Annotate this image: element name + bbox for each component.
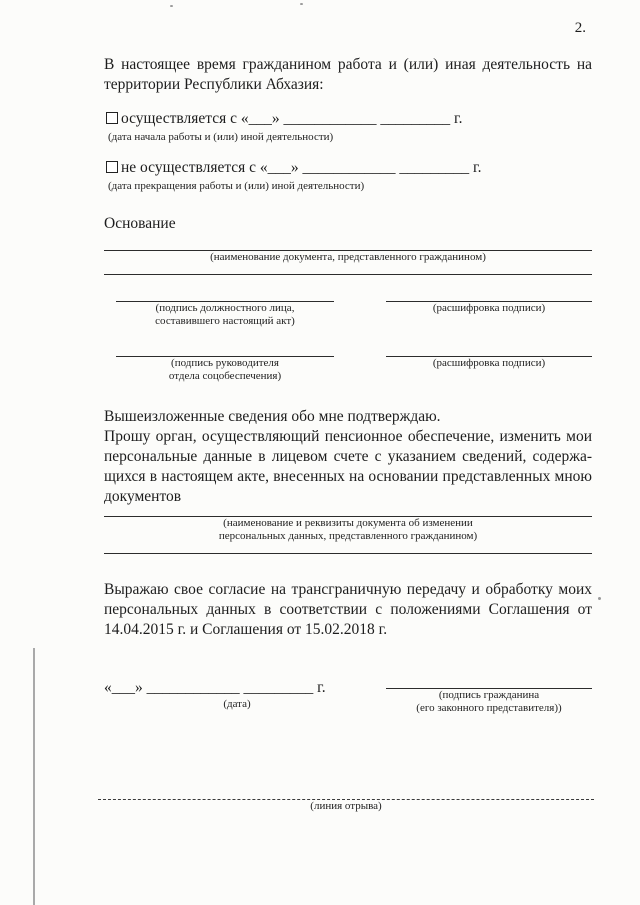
activity-stopped-label: не осуществляется с «___» ____________ _________ г. (121, 159, 482, 176)
official-signature-caption-1: (подпись должностного лица, (155, 302, 295, 314)
consent-line-2: персональных данных в соответствии с положениями Соглашения от (104, 601, 592, 618)
intro-line-1: В настоящее время гражданином работа и (или) иная деятельность на (104, 56, 592, 73)
signature-row-official (104, 301, 592, 328)
basis-heading: Основание (104, 215, 176, 232)
document-ref-caption-2: персональных данных, представленного гражданином) (218, 530, 478, 542)
citizen-signature-caption-2: (его законного представителя)) (416, 702, 562, 714)
date-blank[interactable]: «___» ____________ _________ г. (104, 679, 326, 696)
confirmation-line-4: щихся в настоящем акте, внесенных на основании представленных мною (104, 468, 592, 485)
head-signature-caption-1: (подпись руководителя (171, 357, 279, 369)
head-name-caption: (расшифровка подписи) (432, 357, 546, 369)
tear-off-caption: (линия отрыва) (310, 800, 382, 812)
intro-paragraph (104, 55, 592, 95)
activity-ongoing-label: осуществляется с «___» ____________ _________ г. (121, 110, 463, 127)
consent-paragraph (104, 580, 592, 640)
activity-option-ongoing (104, 109, 592, 144)
citizen-signature-caption-1: (подпись гражданина (438, 689, 540, 701)
consent-line-3: 14.04.2015 г. и Соглашения от 15.02.2018 г. (104, 621, 388, 638)
official-name-caption: (расшифровка подписи) (432, 302, 546, 314)
intro-line-2: территории Республики Абхазия: (104, 76, 324, 93)
date-and-signature-row (104, 678, 592, 715)
consent-line-1: Выражаю свое согласие на трансграничную передачу и обработку моих (104, 581, 592, 598)
scan-artifact-speck (170, 5, 173, 7)
confirmation-line-1: Вышеизложенные сведения обо мне подтверждаю. (104, 408, 441, 425)
checkbox-activity-ongoing[interactable] (106, 112, 118, 124)
confirmation-line-2: Прошу орган, осуществляющий пенсионное обеспечение, изменить мои (104, 428, 592, 445)
confirmation-paragraph (104, 407, 592, 507)
confirmation-line-5: документов (104, 488, 182, 505)
scan-artifact-speck (300, 3, 303, 5)
checkbox-activity-stopped[interactable] (106, 161, 118, 173)
scan-artifact-left-line (33, 648, 35, 905)
page-number: 2. (574, 20, 586, 36)
official-signature-caption-2: составившего настоящий акт) (155, 315, 295, 327)
activity-stopped-caption: (дата прекращения работы и (или) иной деятельности) (108, 180, 365, 192)
activity-option-stopped (104, 158, 592, 193)
basis-caption: (наименование документа, представленного гражданином) (210, 251, 486, 263)
basis-document-line-2[interactable] (104, 274, 592, 275)
document-ref-line-2[interactable] (104, 553, 592, 554)
document-ref-caption-1: (наименование и реквизиты документа об изменении (223, 517, 473, 529)
activity-ongoing-caption: (дата начала работы и (или) иной деятельности) (108, 131, 334, 143)
date-caption: (дата) (223, 698, 251, 710)
tear-off-section (98, 799, 594, 813)
confirmation-line-3: персональные данные в лицевом счете с указанием сведений, содержа- (104, 448, 592, 465)
scan-artifact-speck (598, 597, 601, 600)
signature-row-head (104, 356, 592, 383)
head-signature-caption-2: отдела соцобеспечения) (168, 370, 282, 382)
